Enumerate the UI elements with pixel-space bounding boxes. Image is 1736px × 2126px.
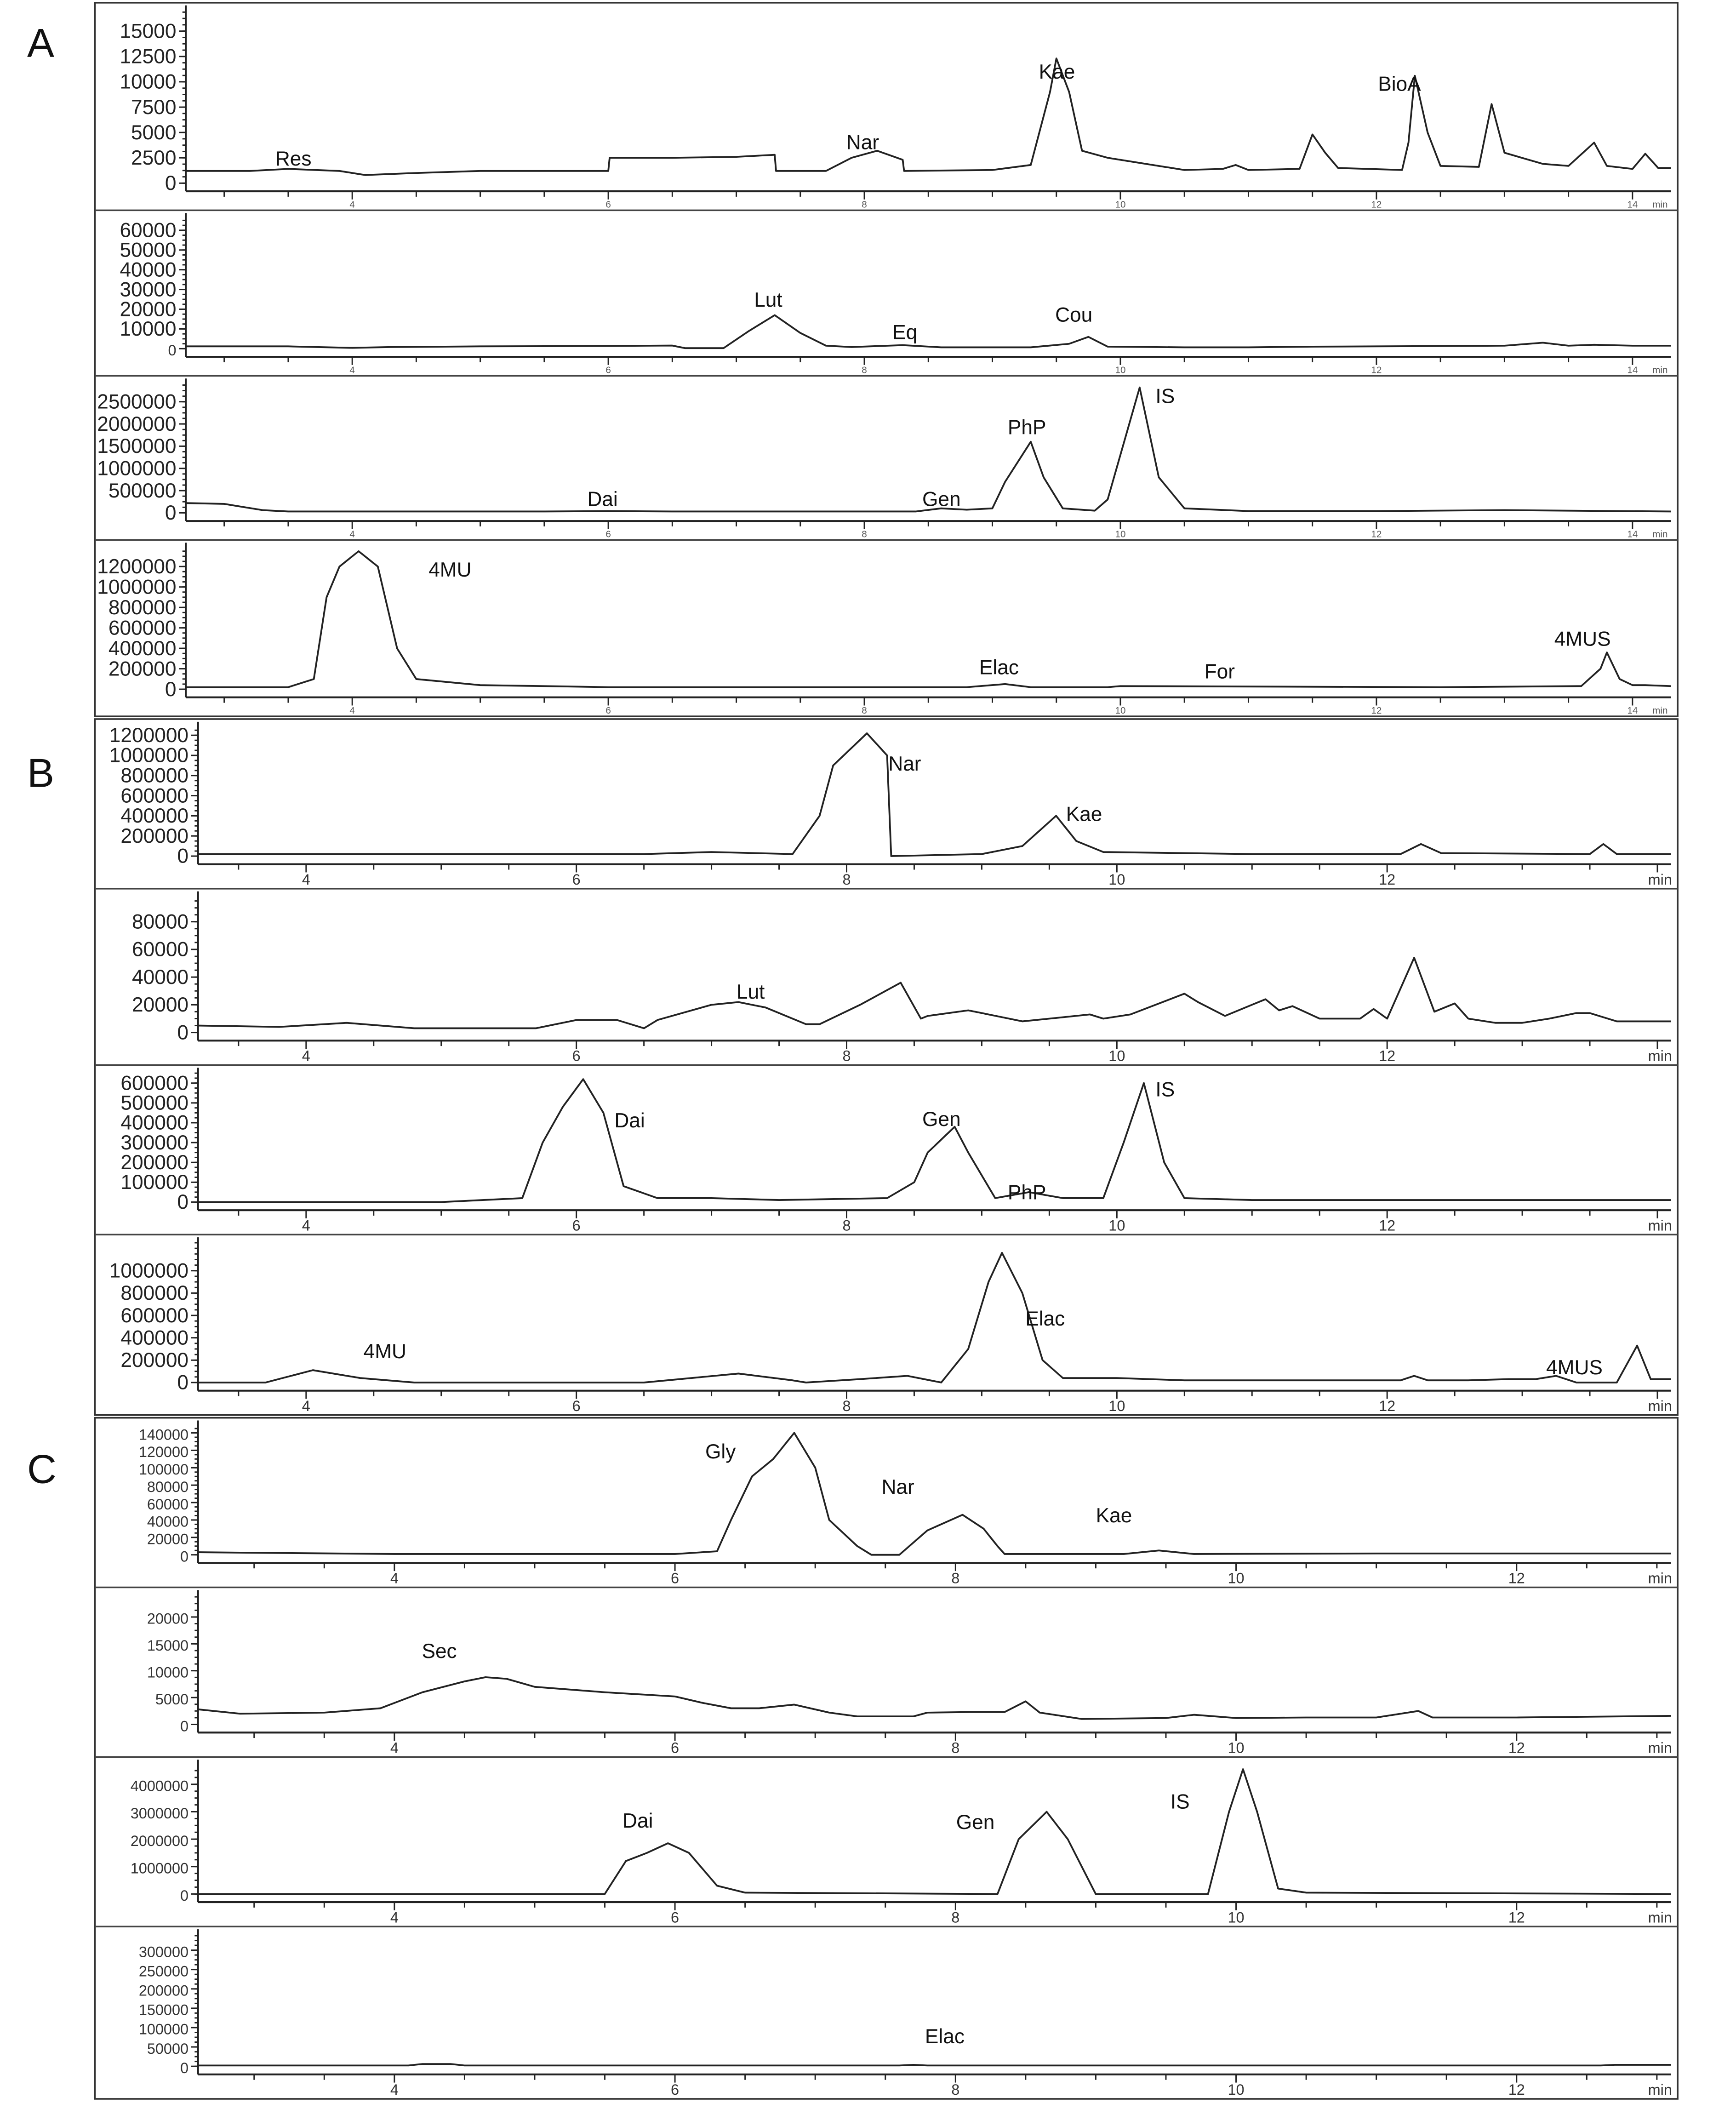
y-tick-label: 0 [180,2059,189,2076]
y-tick-label: 40000 [120,258,177,281]
x-tick-label: 6 [572,1047,581,1064]
y-tick-label: 50000 [120,239,177,262]
peak-label-php: PhP [1007,416,1046,439]
y-tick-label: 0 [180,1887,189,1904]
x-axis-unit-label: min [1648,1570,1672,1587]
peak-label-dai: Dai [622,1809,653,1832]
x-tick-label: 14 [1627,705,1638,716]
y-tick-label: 0 [180,1718,189,1735]
y-tick-label: 60000 [120,219,177,242]
y-tick-label: 10000 [120,318,177,341]
x-axis-unit-label: min [1648,1909,1672,1926]
y-tick-label: 5000 [155,1691,189,1708]
y-tick-label: 80000 [132,910,189,933]
y-tick-label: 1000000 [109,1259,189,1282]
x-tick-label: 8 [951,1570,960,1587]
peak-label-4mus: 4MUS [1554,628,1611,651]
x-tick-label: 12 [1508,1570,1525,1587]
x-tick-label: 4 [349,365,355,376]
y-tick-label: 1000000 [130,1860,189,1877]
x-tick-label: 12 [1379,871,1396,888]
peak-label-gen: Gen [956,1811,995,1834]
peak-label-lut: Lut [754,288,782,311]
chromatogram-c3 [131,1760,1672,1926]
y-tick-label: 80000 [147,1478,189,1495]
x-tick-label: 12 [1508,2081,1525,2098]
x-tick-label: 8 [862,705,867,716]
y-tick-label: 0 [177,1371,189,1394]
y-tick-label: 4000000 [130,1777,189,1795]
y-tick-label: 2000000 [130,1832,189,1849]
y-tick-label: 1200000 [109,724,189,747]
x-axis-unit-label: min [1648,2081,1672,2098]
x-tick-label: 6 [572,1217,581,1234]
peak-label-bioa: BioA [1378,73,1421,96]
x-tick-label: 12 [1379,1217,1396,1234]
x-tick-label: 12 [1371,705,1382,716]
x-tick-label: 14 [1627,529,1638,540]
peak-label-php: PhP [1007,1181,1046,1204]
y-tick-label: 2500000 [97,390,177,413]
x-tick-label: 8 [862,529,867,540]
chromatogram-b2 [132,892,1672,1064]
y-tick-label: 20000 [120,298,177,321]
peak-label-res: Res [275,147,312,171]
y-tick-label: 0 [168,342,177,359]
x-tick-label: 12 [1371,529,1382,540]
peak-label-kae: Kae [1096,1504,1132,1527]
x-tick-label: 8 [862,199,867,210]
x-tick-label: 4 [349,199,355,210]
peak-label-sec: Sec [422,1640,457,1663]
panel-letter-b: B [27,750,55,796]
chromatogram-trace [186,58,1671,175]
x-tick-label: 8 [951,1909,960,1926]
y-tick-label: 200000 [108,657,177,680]
y-tick-label: 15000 [147,1637,189,1654]
x-tick-label: 6 [671,1909,680,1926]
x-tick-label: 4 [390,1570,399,1587]
x-tick-label: 10 [1108,871,1125,888]
y-tick-label: 200000 [138,1982,189,1999]
y-tick-label: 500000 [120,1092,189,1114]
x-tick-label: 10 [1228,1739,1245,1756]
chromatogram-trace [198,958,1671,1028]
panel-letter-a: A [27,20,55,66]
x-tick-label: 8 [842,1397,851,1414]
x-tick-label: 6 [605,199,611,210]
peak-label-gly: Gly [705,1440,736,1463]
x-tick-label: 6 [671,2081,680,2098]
chromatogram-trace [198,1253,1671,1383]
peak-label-lut: Lut [736,980,765,1003]
y-tick-label: 140000 [138,1426,189,1443]
x-tick-label: 10 [1115,705,1126,716]
y-tick-label: 250000 [138,1963,189,1980]
y-tick-label: 12500 [120,45,177,68]
peak-label-kae: Kae [1039,61,1075,84]
y-tick-label: 0 [177,845,189,868]
chromatogram-c1 [139,1421,1672,1587]
y-tick-label: 200000 [120,824,189,847]
x-tick-label: 8 [842,871,851,888]
x-tick-label: 4 [302,1047,310,1064]
x-tick-label: 4 [302,1217,310,1234]
chromatogram-a1 [120,6,1671,210]
y-tick-label: 1000000 [97,576,177,599]
peak-label-is: IS [1155,1078,1175,1101]
x-tick-label: 6 [572,1397,581,1414]
peak-label-elac: Elac [925,2025,965,2048]
x-tick-label: 4 [390,2081,399,2098]
y-tick-label: 400000 [120,1326,189,1349]
x-tick-label: 12 [1508,1909,1525,1926]
peak-label-nar: Nar [846,131,879,154]
y-tick-label: 1000000 [109,744,189,767]
peak-label-4mu: 4MU [363,1340,407,1363]
x-tick-label: 12 [1371,199,1382,210]
y-tick-label: 20000 [147,1531,189,1548]
y-tick-label: 1200000 [97,555,177,578]
x-tick-label: 8 [842,1047,851,1064]
x-axis-unit-label: min [1652,365,1668,376]
y-tick-label: 800000 [120,764,189,787]
peak-label-is: IS [1170,1790,1190,1813]
chromatogram-trace [186,315,1671,348]
x-tick-label: 6 [572,871,581,888]
chromatogram-trace [198,2064,1671,2065]
y-tick-label: 600000 [120,1072,189,1095]
x-tick-label: 4 [349,529,355,540]
x-tick-label: 10 [1108,1397,1125,1414]
y-tick-label: 600000 [108,617,177,640]
peak-label-eq: Eq [892,321,918,344]
x-tick-label: 12 [1379,1047,1396,1064]
peak-label-gen: Gen [922,1108,961,1131]
y-tick-label: 0 [177,1191,189,1214]
x-tick-label: 8 [862,365,867,376]
x-tick-label: 10 [1108,1047,1125,1064]
x-axis-unit-label: min [1648,1047,1672,1064]
x-tick-label: 6 [605,365,611,376]
peak-label-gen: Gen [922,488,961,511]
chromatogram-trace [198,1769,1671,1894]
x-tick-label: 12 [1379,1397,1396,1414]
y-tick-label: 30000 [120,278,177,301]
y-tick-label: 800000 [108,596,177,619]
x-tick-label: 6 [605,705,611,716]
chromatogram-trace [198,733,1671,856]
peak-label-for: For [1204,660,1235,683]
y-tick-label: 50000 [147,2040,189,2057]
y-tick-label: 60000 [132,938,189,961]
x-tick-label: 8 [842,1217,851,1234]
chromatogram-a2 [120,213,1671,375]
chromatogram-b3 [120,1068,1672,1234]
peak-label-4mu: 4MU [428,559,472,582]
x-tick-label: 4 [302,1397,310,1414]
y-tick-label: 0 [177,1021,189,1044]
x-tick-label: 12 [1371,365,1382,376]
peak-label-dai: Dai [587,488,618,511]
y-tick-label: 2500 [131,147,177,170]
x-tick-label: 12 [1508,1739,1525,1756]
x-axis-unit-label: min [1652,705,1668,716]
y-tick-label: 120000 [138,1444,189,1461]
y-tick-label: 10000 [120,70,177,93]
chromatogram-trace [186,551,1671,687]
y-tick-label: 600000 [120,784,189,807]
x-tick-label: 14 [1627,365,1638,376]
panel-letter-c: C [27,1446,57,1492]
y-tick-label: 2000000 [97,412,177,435]
chromatogram-trace [198,1677,1671,1719]
y-tick-label: 1500000 [97,435,177,458]
chromatogram-c2 [147,1590,1672,1756]
y-tick-label: 500000 [108,479,177,502]
y-tick-label: 300000 [138,1943,189,1960]
chromatogram-a3 [97,378,1671,539]
chromatogram-trace [198,1079,1671,1202]
x-axis-unit-label: min [1648,1397,1672,1414]
y-tick-label: 0 [165,172,177,195]
x-tick-label: 8 [951,2081,960,2098]
x-tick-label: 6 [605,529,611,540]
y-tick-label: 400000 [120,805,189,828]
peak-label-4mus: 4MUS [1546,1356,1603,1379]
y-tick-label: 600000 [120,1304,189,1327]
panel-b-frame [95,719,1678,1415]
chromatogram-trace [198,1433,1671,1554]
x-tick-label: 4 [390,1909,399,1926]
y-tick-label: 40000 [132,966,189,989]
x-tick-label: 14 [1627,199,1638,210]
peak-label-is: IS [1155,385,1175,408]
chromatogram-c4 [139,1929,1672,2098]
y-tick-label: 40000 [147,1513,189,1530]
y-tick-label: 100000 [138,1461,189,1478]
y-tick-label: 200000 [120,1349,189,1372]
x-tick-label: 8 [951,1739,960,1756]
peak-label-elac: Elac [1025,1307,1065,1330]
y-tick-label: 10000 [147,1664,189,1681]
x-tick-label: 4 [349,705,355,716]
y-tick-label: 200000 [120,1151,189,1174]
x-axis-unit-label: min [1652,199,1668,210]
y-tick-label: 800000 [120,1282,189,1305]
y-tick-label: 0 [180,1548,189,1565]
chromatogram-b1 [109,722,1672,888]
x-tick-label: 6 [671,1739,680,1756]
y-tick-label: 20000 [132,994,189,1017]
peak-label-dai: Dai [614,1109,645,1132]
y-tick-label: 15000 [120,20,177,43]
peak-label-cou: Cou [1055,303,1093,326]
peak-label-kae: Kae [1066,803,1102,826]
x-tick-label: 10 [1115,529,1126,540]
y-tick-label: 60000 [147,1496,189,1513]
y-tick-label: 3000000 [130,1805,189,1822]
x-tick-label: 10 [1228,1909,1245,1926]
peak-label-nar: Nar [881,1475,914,1498]
y-tick-label: 150000 [138,2001,189,2018]
x-axis-unit-label: min [1648,1217,1672,1234]
x-tick-label: 10 [1228,1570,1245,1587]
y-tick-label: 100000 [120,1171,189,1194]
y-tick-label: 5000 [131,121,177,144]
peak-label-elac: Elac [979,656,1019,679]
y-tick-label: 400000 [108,637,177,660]
y-tick-label: 100000 [138,2021,189,2038]
x-tick-label: 4 [302,871,310,888]
x-tick-label: 10 [1228,2081,1245,2098]
x-axis-unit-label: min [1648,1739,1672,1756]
y-tick-label: 0 [165,502,177,525]
x-axis-unit-label: min [1652,529,1668,540]
peak-label-nar: Nar [888,753,921,776]
y-tick-label: 20000 [147,1610,189,1627]
chromatogram-a4 [97,543,1671,716]
x-tick-label: 10 [1108,1217,1125,1234]
y-tick-label: 7500 [131,96,177,119]
x-tick-label: 10 [1115,365,1126,376]
x-tick-label: 4 [390,1739,399,1756]
x-tick-label: 6 [671,1570,680,1587]
chromatogram-b4 [109,1237,1672,1414]
y-tick-label: 400000 [120,1111,189,1134]
x-tick-label: 10 [1115,199,1126,210]
y-tick-label: 1000000 [97,457,177,480]
y-tick-label: 300000 [120,1131,189,1154]
x-axis-unit-label: min [1648,871,1672,888]
panel-c-frame [95,1418,1678,2099]
y-tick-label: 0 [165,678,177,701]
